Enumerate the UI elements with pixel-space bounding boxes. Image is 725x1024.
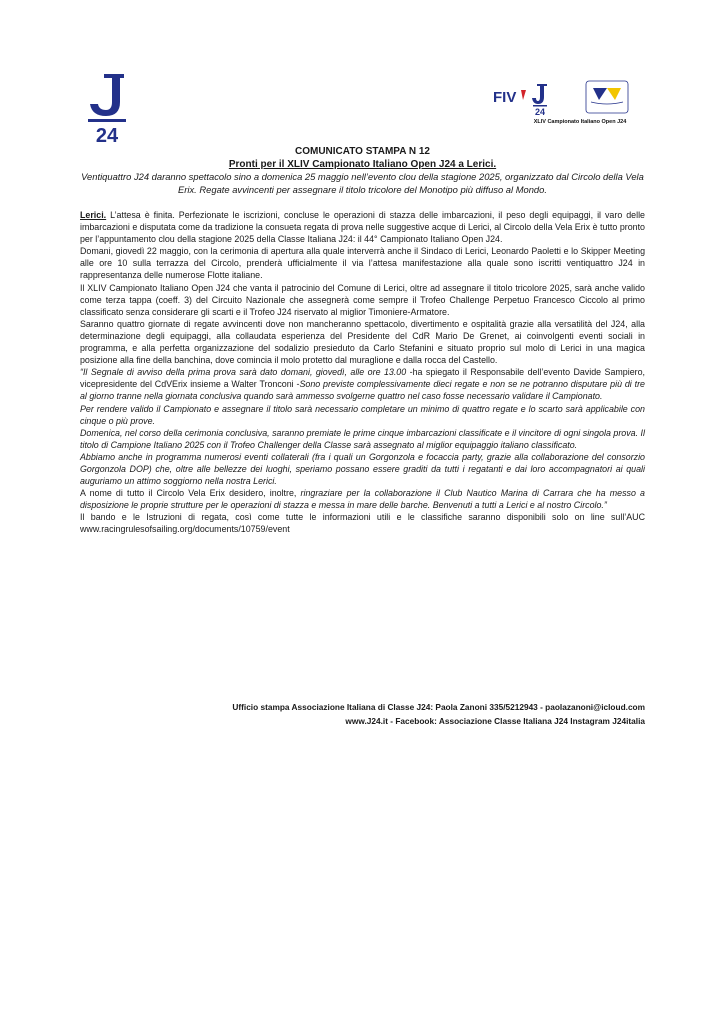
- paragraph-5: “Il Segnale di avviso della prima prova sarà dato domani, giovedì, alle ore 13.00 -ha spiegato il Responsabile dell’evento Davide Sampiero, vicepresidente del CdVErix insieme a Walter Tronconi -Sono previste complessivamente dieci regate e non se ne potranno disputare più di tre al giorno tranne nella giornata conclusiva quando sarà ammesso svolgerne quattro nel caso fosse necessario validare il Campionato.: [80, 367, 645, 402]
- press-release-subtitle: Pronti per il XLIV Campionato Italiano Open J24 a Lerici.: [228, 159, 497, 170]
- paragraph-9: A nome di tutto il Circolo Vela Erix desidero, inoltre, ringraziare per la collaborazione il Club Nautico Marina di Carrara che ha messo a disposizione le proprie strutture per le operazioni di stazza e messa in mare delle barche. Benvenuti a tutti a Lerici e al nostro Circolo.”: [80, 488, 645, 511]
- dateline: Lerici.: [80, 210, 107, 220]
- paragraph-2: Domani, giovedì 22 maggio, con la cerimonia di apertura alla quale interverrà anche il Sindaco di Lerici, Leonardo Paoletti e lo Skipper Meeting alle ore 10 sulla terrazza del Circolo, prenderà ufficialmente il via l’attesa manifestazione alla quale sono iscritti ventiquattro J24 in rappresentanza delle numerose Flotte italiane.: [80, 246, 645, 281]
- press-office-footer: [80, 701, 645, 728]
- footer-contact-line: Ufficio stampa Associazione Italiana di Classe J24: Paola Zanoni 335/5212943 - paolazanoni@icloud.com: [232, 702, 645, 712]
- paragraph-3: Il XLIV Campionato Italiano Open J24 che vanta il patrocinio del Comune di Lerici, oltre ad assegnare il titolo tricolore 2025, sarà anche valido come terza tappa (coeff. 3) del Circuito Nazionale che assegnerà come sempre il Trofeo Challenge Perpetuo Francesco Ciccolo al primo classificato senza considerare gli scarti e il Trofeo J24 riservato al miglior Timoniere-Armatore.: [80, 282, 645, 317]
- circolo-vela-erix-logo: [585, 80, 629, 114]
- article-body: [80, 209, 645, 536]
- paragraph-10: Il bando e le Istruzioni di regata, così come tutte le informazioni utili e le classifiche saranno disponibili solo on line sull’AUC www.racingrulesofsailing.org/documents/10759/event: [80, 512, 645, 535]
- j24-class-logo: [82, 72, 132, 144]
- press-release-title: COMUNICATO STAMPA N 12: [294, 146, 430, 157]
- paragraph-8: Abbiamo anche in programma numerosi eventi collaterali (fra i quali un Gorgonzola e focaccia party, grazie alla collaborazione del consorzio Gorgonzola DOP) che, oltre alle bellezze dei luoghi, speriamo possano essere graditi da tutti i regatanti e dai loro accompagnatori ai quali auguriamo un attimo soggiorno nella nostra Lerici.: [80, 451, 645, 487]
- fiv-logo: [493, 80, 557, 116]
- svg-text:24: 24: [534, 107, 546, 116]
- header-caption: XLIV Campionato Italiano Open J24: [533, 119, 627, 125]
- paragraph-6: Per rendere valido il Campionato e assegnare il titolo sarà necessario completare un minimo di quattro regate e lo scarto sarà applicabile con cinque o più prove.: [80, 403, 645, 426]
- paragraph-4: Saranno quattro giornate di regate avvincenti dove non mancheranno spettacolo, divertimento e ospitalità grazie alla versatilità del J24, alla determinazione degli equipaggi, alla collaudata esperienza del Presidente del CdR Mario De Grenet, ai coinvolgenti eventi sociali in programma, e alla perfetta organizzazione del sodalizio presieduto da Carlo Stefanini e situato proprio sul molo di Lerici in una magica posizione alla fine della banchina, dove comincia il molo protetto dal muraglione e dalla rocca del Castello.: [80, 318, 645, 366]
- footer-social-line: www.J24.it - Facebook: Associazione Classe Italiana J24 Instagram J24italia: [345, 715, 645, 726]
- paragraph-1: Lerici. L’attesa è finita. Perfezionate le iscrizioni, concluse le operazioni di stazza delle imbarcazioni, il peso degli equipaggi, il varo delle imbarcazioni e disputata come da tradizione la consueta regata di prova nelle suggestive acque di Lerici, al Circolo della Vela Erix è tutto pronto per l’appuntamento clou della stagione 2025 della Classe Italiana J24: il 44° Campionato Italiano Open J24.: [80, 210, 645, 245]
- svg-text:24: 24: [95, 125, 119, 144]
- svg-text:FIV: FIV: [493, 89, 517, 106]
- paragraph-7: Domenica, nel corso della cerimonia conclusiva, saranno premiate le prime cinque imbarcazioni classificate e il vincitore di ogni singola prova. Il titolo di Campione Italiano 2025 con il Trofeo Challenger della Classe sarà assegnato al miglior equipaggio italiano classificato.: [80, 427, 645, 450]
- title-block: [80, 145, 645, 196]
- lead-paragraph: Ventiquattro J24 daranno spettacolo sino a domenica 25 maggio nell’evento clou della stagione 2025, organizzato dal Circolo della Vela Erix. Regate avvincenti per assegnare il titolo tricolore del Monotipo più diffuso al Mondo.: [81, 171, 644, 195]
